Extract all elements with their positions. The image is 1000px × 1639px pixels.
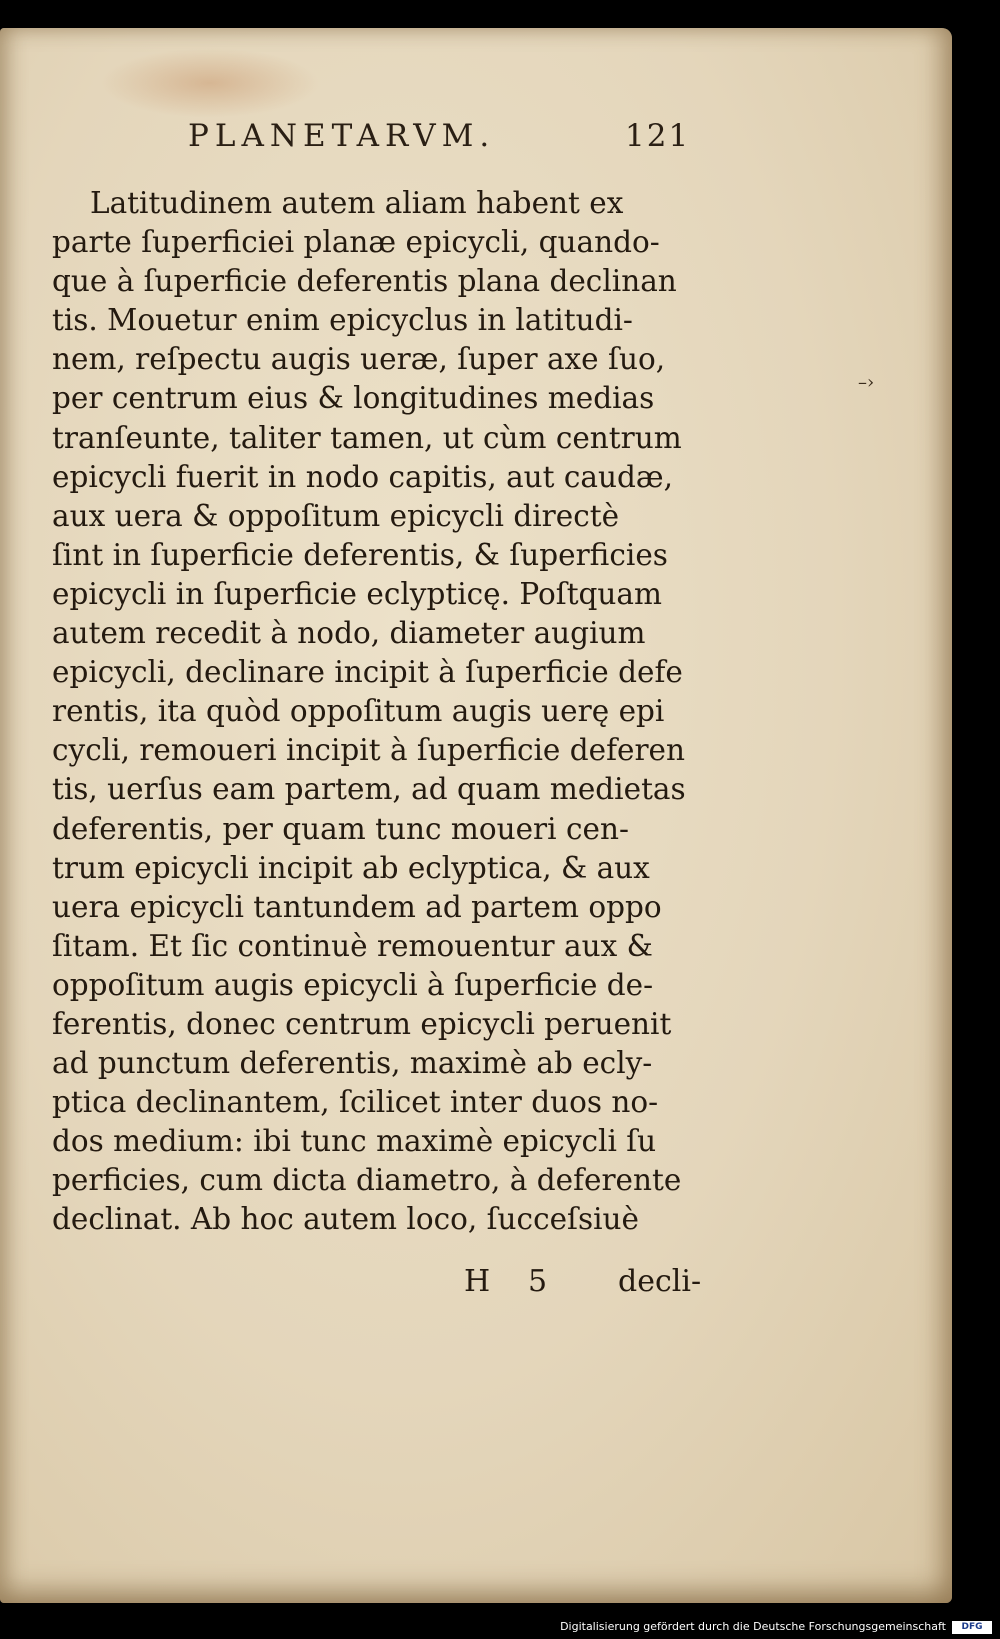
- text-line: ptica declinantem, ſcilicet inter duos no-: [52, 1085, 659, 1120]
- text-line: ferentis, donec centrum epicycli peruenit: [52, 1006, 672, 1041]
- text-line: deferentis, per quam tunc moueri cen-: [52, 811, 629, 846]
- catchword: decli-: [618, 1264, 702, 1299]
- text-line: per centrum eius & longitudines medias: [52, 381, 655, 416]
- text-line: oppoſitum augis epicycli à ſuperficie de-: [52, 967, 654, 1002]
- book-page: [0, 28, 952, 1603]
- paper-stain: [100, 48, 320, 118]
- text-line: Latitudinem autem aliam habent ex: [90, 186, 624, 220]
- text-line: aux uera & oppoſitum epicycli directè: [52, 498, 620, 533]
- signature-number: 5: [528, 1264, 548, 1299]
- text-line: trum epicycli incipit ab eclyptica, & aux: [52, 850, 650, 885]
- margin-mark-icon: –›: [858, 372, 875, 393]
- text-line: nem, reſpectu augis ueræ, ſuper axe ſuo,: [52, 342, 666, 377]
- text-line: epicycli fuerit in nodo capitis, aut caudæ,: [52, 459, 673, 494]
- text-line: tranſeunte, taliter tamen, ut cùm centrum: [52, 420, 682, 455]
- page-footer: [0, 1264, 952, 1304]
- text-line: tis, uerſus eam partem, ad quam medietas: [52, 772, 686, 807]
- page-number: 121: [625, 118, 691, 154]
- text-line: rentis, ita quòd oppoſitum augis uerę epi: [52, 694, 665, 729]
- running-title: PLANETARVM.: [188, 118, 496, 154]
- signature-letter: H: [464, 1264, 491, 1299]
- text-line: epicycli, declinare incipit à ſuperficie defe: [52, 655, 683, 690]
- text-line: autem recedit à nodo, diameter augium: [52, 616, 646, 651]
- body-text: [52, 184, 702, 1240]
- text-line: parte ſuperficiei planæ epicycli, quando-: [52, 225, 660, 260]
- text-line: ſitam. Et ſic continuè remouentur aux &: [52, 928, 653, 963]
- text-line: ſint in ſuperficie deferentis, & ſuperficies: [52, 537, 668, 572]
- text-line: epicycli in ſuperficie eclypticę. Poſtquam: [52, 576, 662, 611]
- text-line: cycli, remoueri incipit à ſuperficie deferen: [52, 733, 686, 768]
- text-line: declinat. Ab hoc autem loco, ſucceſsiuè: [52, 1202, 640, 1237]
- text-line: tis. Mouetur enim epicyclus in latitudi-: [52, 303, 633, 338]
- text-line: que à ſuperficie deferentis plana declinan: [52, 264, 677, 299]
- dfg-logo: DFG: [952, 1621, 992, 1634]
- text-line: dos medium: ibi tunc maximè epicycli ſu: [52, 1124, 657, 1159]
- text-line: uera epicycli tantundem ad partem oppo: [52, 889, 662, 924]
- text-line: ad punctum deferentis, maximè ab ecly-: [52, 1046, 653, 1081]
- text-line: perficies, cum dicta diametro, à deferente: [52, 1163, 682, 1198]
- digitization-credit: Digitalisierung gefördert durch die Deutsche Forschungsgemeinschaft: [560, 1620, 946, 1633]
